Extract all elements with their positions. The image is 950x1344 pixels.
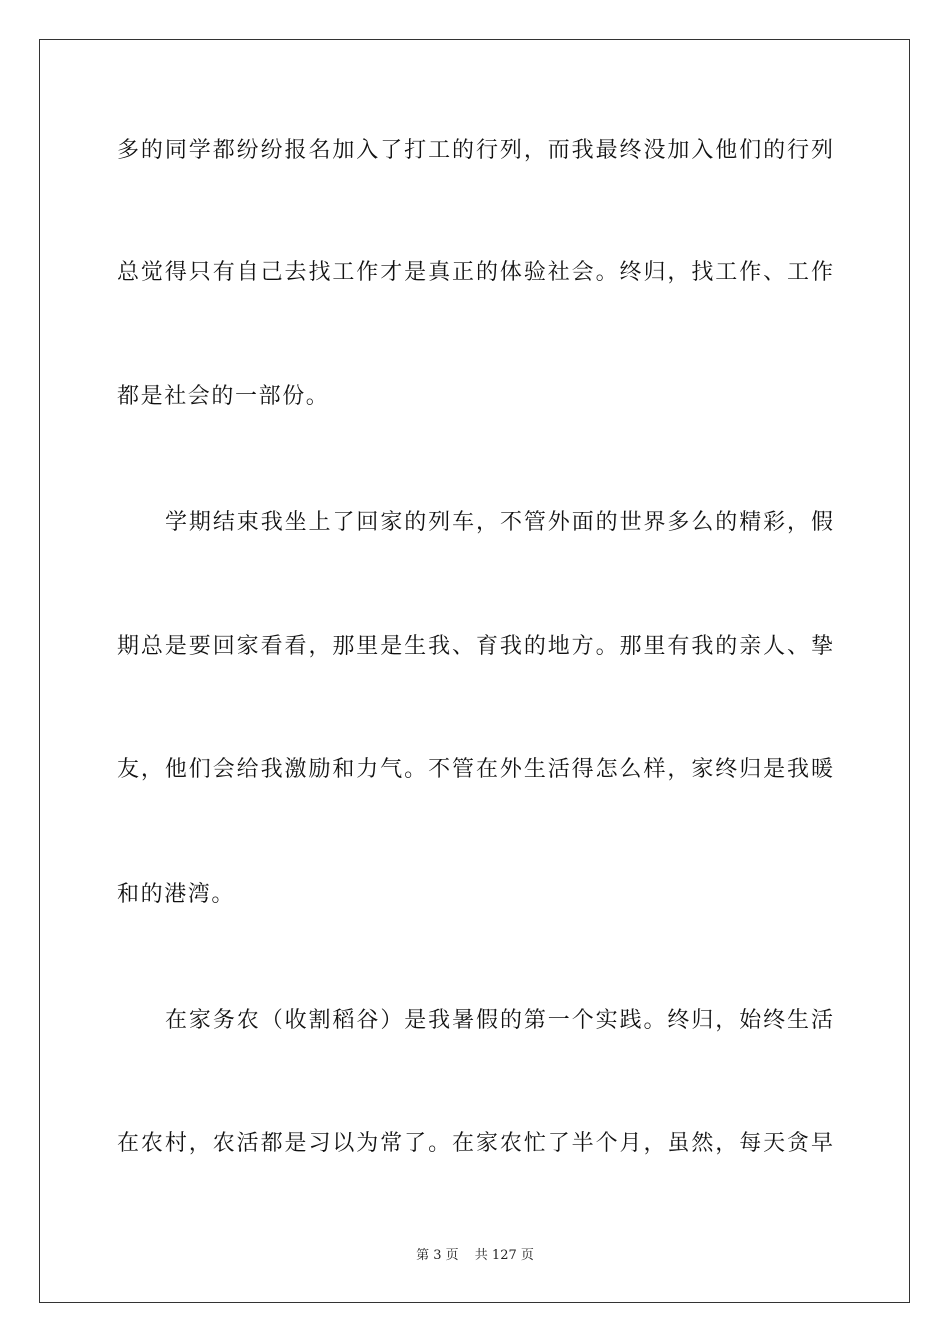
text-line: 都是社会的一部份。 xyxy=(117,384,330,409)
page-footer xyxy=(0,1247,950,1265)
text-line: 总觉得只有自己去找工作才是真正的体验社会。终归，找工作、工作 xyxy=(117,260,833,285)
paragraph-first-line: 学期结束我坐上了回家的列车，不管外面的世界多么的精彩，假 xyxy=(165,510,833,535)
text-line: 期总是要回家看看，那里是生我、育我的地方。那里有我的亲人、挚 xyxy=(117,634,833,659)
text-line: 在农村，农活都是习以为常了。在家农忙了半个月，虽然，每天贪早 xyxy=(117,1131,833,1156)
page-number: 第 3 页 xyxy=(416,1248,459,1263)
paragraph-first-line: 在家务农（收割稻谷）是我暑假的第一个实践。终归，始终生活 xyxy=(165,1008,833,1033)
page-frame xyxy=(39,39,910,1303)
text-line: 多的同学都纷纷报名加入了打工的行列，而我最终没加入他们的行列 xyxy=(117,138,833,163)
page-total: 共 127 页 xyxy=(474,1248,534,1263)
text-line: 友，他们会给我激励和力气。不管在外生活得怎么样，家终归是我暖 xyxy=(117,757,833,782)
text-line: 和的港湾。 xyxy=(117,882,236,907)
